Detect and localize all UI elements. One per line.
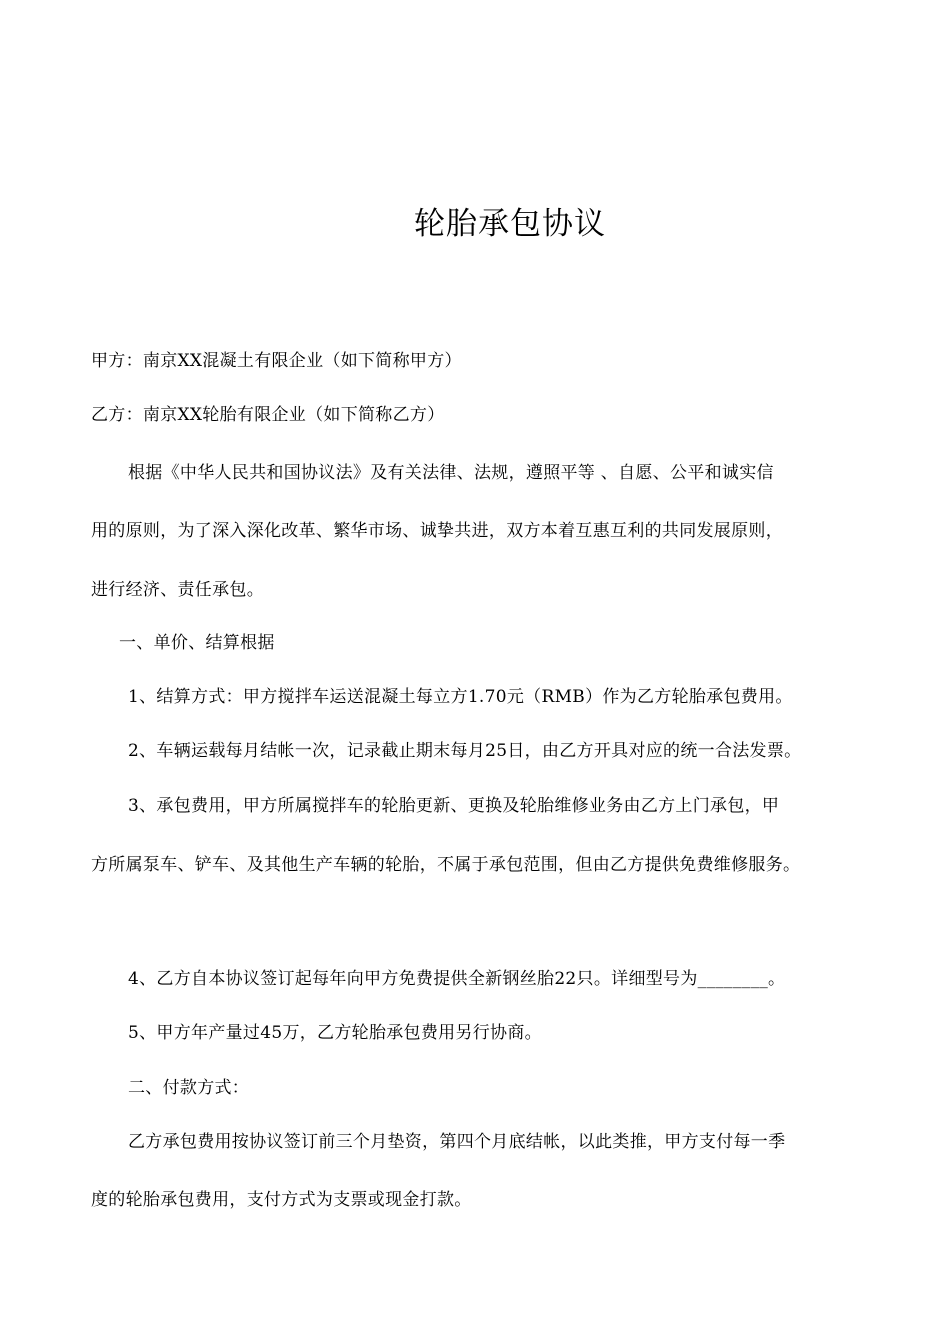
intro-line-3: 进行经济、责任承包。 (91, 580, 264, 600)
item-2: 2、车辆运载每月结帐一次，记录截止期末每月25日，由乙方开具对应的统一合法发票。 (128, 741, 802, 761)
item-1: 1、结算方式：甲方搅拌车运送混凝土每立方1.70元（RMB）作为乙方轮胎承包费用。 (128, 687, 793, 707)
intro-line-1: 根据《中华人民共和国协议法》及有关法律、法规，遵照平等 、自愿、公平和诚实信 (128, 463, 774, 483)
payment-line-1: 乙方承包费用按协议签订前三个月垫资，第四个月底结帐，以此类推，甲方支付每一季 (128, 1132, 786, 1152)
intro-line-2: 用的原则，为了深入深化改革、繁华市场、诚挚共进，双方本着互惠互利的共同发展原则， (91, 521, 783, 541)
payment-line-2: 度的轮胎承包费用，支付方式为支票或现金打款。 (91, 1190, 472, 1210)
party-b-line: 乙方：南京XX轮胎有限企业（如下简称乙方） (91, 405, 445, 425)
section2-heading: 二、付款方式： (128, 1078, 250, 1098)
item-4: 4、乙方自本协议签订起每年向甲方免费提供全新钢丝胎22只。详细型号为________。 (128, 969, 786, 989)
item-3-line-2: 方所属泵车、铲车、及其他生产车辆的轮胎，不属于承包范围，但由乙方提供免费维修服务。 (91, 855, 801, 875)
document-title: 轮胎承包协议 (414, 206, 606, 242)
item-3-line-1: 3、承包费用，甲方所属搅拌车的轮胎更新、更换及轮胎维修业务由乙方上门承包，甲 (128, 796, 780, 816)
section1-heading: 一、单价、结算根据 (119, 633, 275, 653)
item-5: 5、甲方年产量过45万，乙方轮胎承包费用另行协商。 (128, 1023, 542, 1043)
party-a-line: 甲方：南京XX混凝土有限企业（如下简称甲方） (91, 351, 462, 371)
